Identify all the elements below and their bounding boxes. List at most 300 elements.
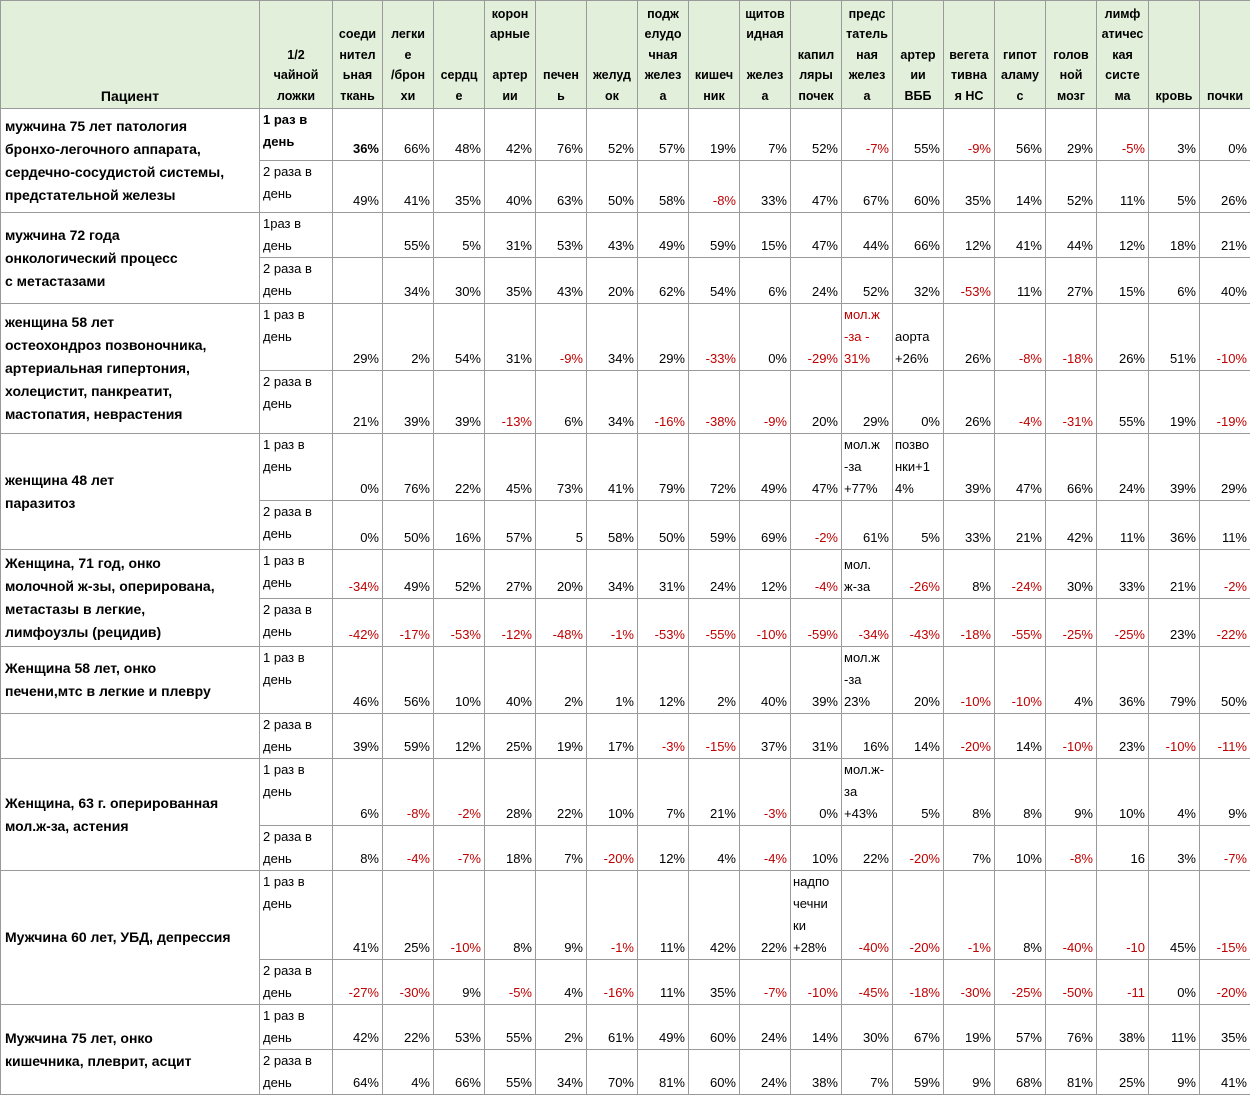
value-cell: 39% [1149,434,1200,501]
value-cell: 16% [434,501,485,550]
value-cell: 8% [944,550,995,599]
organ-column-header: лимф атичес кая систе ма [1097,1,1149,109]
value-cell: 23% [1149,599,1200,647]
value-cell: 62% [638,258,689,304]
value-cell: 50% [587,161,638,213]
value-cell: 39% [383,371,434,434]
value-cell: 52% [1046,161,1097,213]
value-cell: 55% [383,213,434,258]
value-cell: 20% [587,258,638,304]
value-cell: -22% [1200,599,1250,647]
value-cell: 7% [842,1050,893,1095]
value-cell: -10 [1097,871,1149,960]
value-cell: 47% [791,161,842,213]
value-cell: -8% [1046,826,1097,871]
header-row [1,1,1250,109]
value-cell: -7% [1200,826,1250,871]
dose-frequency: 1 раз в день [260,109,333,161]
value-cell: 15% [740,213,791,258]
value-cell: 18% [485,826,536,871]
value-cell: 0% [1200,109,1250,161]
value-cell: -38% [689,371,740,434]
value-cell: -19% [1200,371,1250,434]
value-cell: 59% [689,213,740,258]
value-cell: 10% [995,826,1046,871]
value-cell: 26% [944,304,995,371]
value-cell: 50% [1200,647,1250,714]
value-cell: -2% [1200,550,1250,599]
value-cell: 30% [434,258,485,304]
value-cell: -42% [333,599,383,647]
value-cell: 58% [638,161,689,213]
organ-column-header: голов ной мозг [1046,1,1097,109]
value-cell: 56% [995,109,1046,161]
value-cell: 25% [485,714,536,759]
value-cell: 9% [434,960,485,1005]
value-cell: -1% [587,599,638,647]
value-cell: 11% [1149,1005,1200,1050]
organ-column-header: сердц е [434,1,485,109]
value-cell: 57% [638,109,689,161]
value-cell: -8% [995,304,1046,371]
value-cell: 27% [1046,258,1097,304]
value-cell: 45% [485,434,536,501]
value-cell: 5% [434,213,485,258]
value-cell: 35% [944,161,995,213]
value-cell: 19% [1149,371,1200,434]
value-cell: 66% [434,1050,485,1095]
value-cell: 60% [689,1050,740,1095]
value-cell: 4% [689,826,740,871]
value-cell: 76% [383,434,434,501]
value-cell: -4% [740,826,791,871]
dose-frequency: 1 раз в день [260,1005,333,1050]
value-cell: 34% [587,371,638,434]
value-cell: -53% [434,599,485,647]
value-cell: 14% [995,714,1046,759]
organ-column-header: щитов идная желез а [740,1,791,109]
value-cell: 14% [893,714,944,759]
value-cell: -18% [944,599,995,647]
value-cell: -10% [434,871,485,960]
value-cell: -48% [536,599,587,647]
value-cell: 20% [791,371,842,434]
value-cell: 24% [740,1005,791,1050]
patient-description: женщина 48 лет паразитоз [1,434,260,550]
value-cell: 21% [689,759,740,826]
value-cell: 79% [638,434,689,501]
dose-frequency: 1раз в день [260,213,333,258]
value-cell: 81% [638,1050,689,1095]
value-cell: 38% [791,1050,842,1095]
value-cell: 29% [1200,434,1250,501]
value-cell: 66% [893,213,944,258]
value-cell: 6% [536,371,587,434]
value-cell: 24% [791,258,842,304]
value-cell: -55% [995,599,1046,647]
value-cell: -29% [791,304,842,371]
value-cell: -53% [944,258,995,304]
value-cell: 23% [1097,714,1149,759]
value-cell: 66% [383,109,434,161]
value-cell: 0% [1149,960,1200,1005]
value-cell: -25% [1046,599,1097,647]
value-cell: -7% [434,826,485,871]
value-cell: 12% [740,550,791,599]
value-cell: 55% [485,1050,536,1095]
organ-column-header: капил ляры почек [791,1,842,109]
value-cell: -5% [485,960,536,1005]
value-cell: -18% [1046,304,1097,371]
value-cell: 38% [1097,1005,1149,1050]
value-cell: 16% [842,714,893,759]
value-cell: -33% [689,304,740,371]
value-cell: 81% [1046,1050,1097,1095]
organ-column-header: легки е /брон хи [383,1,434,109]
value-cell: -5% [1097,109,1149,161]
value-cell: -20% [893,826,944,871]
value-cell: 41% [1200,1050,1250,1095]
value-cell: 30% [842,1005,893,1050]
table-row [1,871,1250,960]
value-cell: 36% [333,109,383,161]
value-cell: 76% [536,109,587,161]
value-cell: 4% [536,960,587,1005]
value-cell: 66% [1046,434,1097,501]
patient-description: Женщина 58 лет, онко печени,мтс в легкие и плевру [1,647,260,714]
patient-column-header: Пациент [1,1,260,109]
value-cell: 52% [434,550,485,599]
value-cell: 55% [485,1005,536,1050]
value-cell: -20% [893,871,944,960]
value-cell: 19% [536,714,587,759]
value-cell: 70% [587,1050,638,1095]
value-cell: 31% [791,714,842,759]
value-cell: 10% [1097,759,1149,826]
value-cell [333,213,383,258]
value-cell: 49% [383,550,434,599]
value-cell: 27% [485,550,536,599]
value-cell: -53% [638,599,689,647]
value-cell: 25% [383,871,434,960]
value-cell: -10% [1046,714,1097,759]
dose-frequency: 2 раза в день [260,161,333,213]
value-cell: 22% [842,826,893,871]
value-cell: 2% [536,647,587,714]
value-cell: 3% [1149,826,1200,871]
value-cell: 39% [791,647,842,714]
value-cell: -55% [689,599,740,647]
value-cell: 26% [1200,161,1250,213]
value-cell: 14% [995,161,1046,213]
value-cell: -50% [1046,960,1097,1005]
value-cell: 33% [944,501,995,550]
value-cell: 21% [1200,213,1250,258]
table-row [1,434,1250,501]
patient-description [1,714,260,759]
value-cell: 11% [1097,161,1149,213]
value-cell: 64% [333,1050,383,1095]
value-cell: 12% [944,213,995,258]
value-cell: -20% [944,714,995,759]
dose-column-header: 1/2 чайной ложки [260,1,333,109]
value-cell: 35% [485,258,536,304]
value-cell: 39% [434,371,485,434]
value-cell: 59% [689,501,740,550]
value-cell: 21% [333,371,383,434]
patient-description: мужчина 75 лет патология бронхо-легочного аппарата, сердечно-сосудистой системы, предстательной железы [1,109,260,213]
value-cell: -9% [944,109,995,161]
value-cell: 47% [791,434,842,501]
value-cell: 31% [485,213,536,258]
value-cell: 28% [485,759,536,826]
value-cell: 9% [1046,759,1097,826]
value-cell: 11% [1097,501,1149,550]
value-cell: -25% [995,960,1046,1005]
value-cell: 51% [1149,304,1200,371]
value-cell: 20% [893,647,944,714]
value-cell: 7% [536,826,587,871]
value-cell: 47% [995,434,1046,501]
value-cell: 49% [638,213,689,258]
table-row [1,759,1250,826]
organ-column-header: предс татель ная желез а [842,1,893,109]
value-cell: 39% [333,714,383,759]
value-cell: 29% [638,304,689,371]
value-cell: 76% [1046,1005,1097,1050]
value-cell: 60% [689,1005,740,1050]
value-cell: 40% [485,647,536,714]
value-cell: 33% [740,161,791,213]
organ-column-header: кишеч ник [689,1,740,109]
value-cell: 8% [944,759,995,826]
value-cell: 9% [536,871,587,960]
value-cell: 2% [536,1005,587,1050]
value-cell: -7% [842,109,893,161]
value-cell: 67% [893,1005,944,1050]
organ-column-header: соеди нител ьная ткань [333,1,383,109]
value-cell: -40% [1046,871,1097,960]
value-cell: мол.ж -за +77% [842,434,893,501]
value-cell: -24% [995,550,1046,599]
value-cell: 57% [995,1005,1046,1050]
value-cell: 43% [536,258,587,304]
dose-frequency: 2 раза в день [260,599,333,647]
value-cell: 12% [638,826,689,871]
value-cell: 42% [689,871,740,960]
organ-column-header: артер ии ВББ [893,1,944,109]
value-cell: 47% [791,213,842,258]
value-cell: 36% [1097,647,1149,714]
value-cell: 10% [587,759,638,826]
table-row [1,647,1250,714]
value-cell: -4% [383,826,434,871]
value-cell: 29% [1046,109,1097,161]
value-cell: -13% [485,371,536,434]
value-cell: 0% [893,371,944,434]
value-cell: 5% [893,759,944,826]
value-cell: 56% [383,647,434,714]
value-cell: 0% [333,434,383,501]
value-cell: надпо чечни ки +28% [791,871,842,960]
value-cell: 63% [536,161,587,213]
table-row [1,550,1250,599]
patient-description: женщина 58 лет остеохондроз позвоночника, артериальная гипертония, холецистит, панкреатит, мастопатия, неврастения [1,304,260,434]
value-cell: 52% [842,258,893,304]
value-cell: 11% [638,960,689,1005]
value-cell: позво нки+1 4% [893,434,944,501]
value-cell: 61% [587,1005,638,1050]
value-cell: -10% [1149,714,1200,759]
value-cell: 32% [893,258,944,304]
value-cell: 50% [383,501,434,550]
value-cell: 26% [1097,304,1149,371]
value-cell: 10% [791,826,842,871]
value-cell: 6% [740,258,791,304]
value-cell: аорта +26% [893,304,944,371]
value-cell: 4% [1046,647,1097,714]
organ-column-header: печен ь [536,1,587,109]
value-cell: -34% [333,550,383,599]
dose-frequency: 2 раза в день [260,960,333,1005]
value-cell: 11% [1200,501,1250,550]
value-cell: -16% [638,371,689,434]
value-cell: 41% [995,213,1046,258]
value-cell: -11% [1200,714,1250,759]
value-cell: 4% [383,1050,434,1095]
value-cell: 0% [740,304,791,371]
dose-frequency: 1 раз в день [260,759,333,826]
value-cell: 43% [587,213,638,258]
value-cell: 52% [587,109,638,161]
value-cell: 68% [995,1050,1046,1095]
value-cell: 49% [740,434,791,501]
value-cell: 44% [1046,213,1097,258]
patient-description: мужчина 72 года онкологический процесс с метастазами [1,213,260,304]
value-cell: -7% [740,960,791,1005]
value-cell: мол.ж -за 23% [842,647,893,714]
value-cell: 25% [1097,1050,1149,1095]
organ-column-header: гипот aламу с [995,1,1046,109]
value-cell: -25% [1097,599,1149,647]
dose-frequency: 1 раз в день [260,647,333,714]
value-cell: 34% [587,304,638,371]
value-cell: 40% [485,161,536,213]
value-cell: -10% [740,599,791,647]
value-cell: 24% [689,550,740,599]
organ-column-header: желуд ок [587,1,638,109]
value-cell: 31% [638,550,689,599]
value-cell: 5% [893,501,944,550]
table-row [1,714,1250,759]
value-cell: 12% [434,714,485,759]
value-cell: 54% [689,258,740,304]
value-cell: -2% [434,759,485,826]
value-cell: 6% [333,759,383,826]
value-cell: 0% [333,501,383,550]
value-cell: 49% [638,1005,689,1050]
value-cell: 29% [333,304,383,371]
value-cell: 69% [740,501,791,550]
value-cell: мол.ж -за - 31% [842,304,893,371]
value-cell: 22% [740,871,791,960]
value-cell: 21% [1149,550,1200,599]
value-cell: 59% [893,1050,944,1095]
table-row [1,1005,1250,1050]
value-cell: 55% [1097,371,1149,434]
value-cell: 72% [689,434,740,501]
value-cell: 6% [1149,258,1200,304]
value-cell: 42% [1046,501,1097,550]
value-cell: 57% [485,501,536,550]
value-cell: 24% [1097,434,1149,501]
dose-frequency: 1 раз в день [260,871,333,960]
value-cell: -10% [995,647,1046,714]
value-cell: 53% [536,213,587,258]
value-cell: 24% [740,1050,791,1095]
value-cell: -3% [638,714,689,759]
value-cell: мол.ж- за +43% [842,759,893,826]
value-cell: -8% [383,759,434,826]
value-cell: мол. ж-за [842,550,893,599]
value-cell: -40% [842,871,893,960]
dose-frequency: 2 раза в день [260,371,333,434]
value-cell: -26% [893,550,944,599]
value-cell: 20% [536,550,587,599]
value-cell: -30% [944,960,995,1005]
value-cell: 67% [842,161,893,213]
value-cell: 37% [740,714,791,759]
value-cell: -31% [1046,371,1097,434]
value-cell: 60% [893,161,944,213]
value-cell: -15% [689,714,740,759]
value-cell: 41% [587,434,638,501]
value-cell: 29% [842,371,893,434]
value-cell: 61% [842,501,893,550]
table-row [1,304,1250,371]
value-cell: 19% [944,1005,995,1050]
value-cell: 12% [1097,213,1149,258]
value-cell: 30% [1046,550,1097,599]
value-cell: -8% [689,161,740,213]
value-cell: -9% [740,371,791,434]
dose-frequency: 1 раз в день [260,304,333,371]
value-cell: 44% [842,213,893,258]
organ-column-header: кровь [1149,1,1200,109]
value-cell: 41% [333,871,383,960]
patient-description: Мужчина 60 лет, УБД, депрессия [1,871,260,1005]
value-cell: 9% [1200,759,1250,826]
value-cell: 9% [944,1050,995,1095]
value-cell: 36% [1149,501,1200,550]
value-cell: -16% [587,960,638,1005]
value-cell: -18% [893,960,944,1005]
value-cell: -2% [791,501,842,550]
value-cell: -34% [842,599,893,647]
value-cell: -30% [383,960,434,1005]
value-cell: 0% [791,759,842,826]
value-cell: -9% [536,304,587,371]
value-cell: 11% [638,871,689,960]
value-cell: 58% [587,501,638,550]
dose-frequency: 2 раза в день [260,714,333,759]
value-cell: 3% [1149,109,1200,161]
value-cell: 34% [587,550,638,599]
value-cell: 2% [689,647,740,714]
value-cell: -12% [485,599,536,647]
value-cell: 2% [383,304,434,371]
value-cell: -1% [944,871,995,960]
